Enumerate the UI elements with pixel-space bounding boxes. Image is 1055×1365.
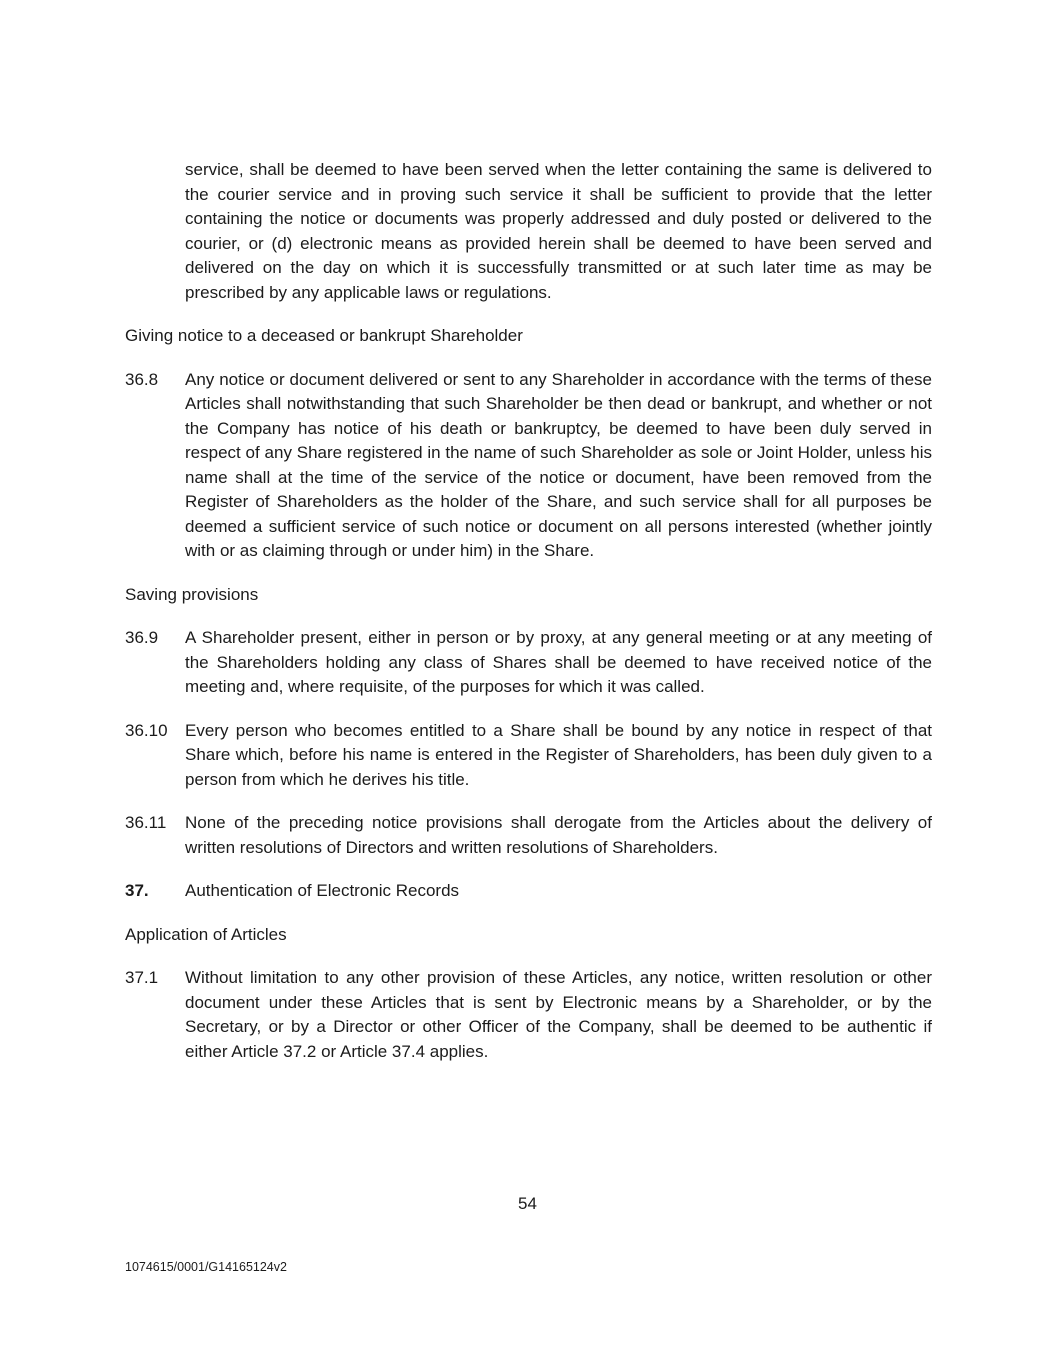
- document-reference: 1074615/0001/G14165124v2: [125, 1260, 287, 1274]
- continuation-paragraph: service, shall be deemed to have been served when the letter containing the same is delivered to the courier service and in proving such service it shall be sufficient to provide that the letter containing the notice or documents was properly addressed and duly posted or delivered to the courier, or (d) electronic means as provided herein shall be deemed to have been served and delivered on the day on which it is successfully transmitted or at such later time as may be prescribed by any applicable laws or regulations.: [185, 160, 932, 302]
- clause-36-8: [125, 368, 932, 564]
- clause-number: 36.11: [125, 813, 167, 832]
- page-number: 54: [518, 1194, 537, 1213]
- clause-text: A Shareholder present, either in person or by proxy, at any general meeting or at any meeting of the Shareholders holding any class of Shares shall be deemed to have received notice of the meeting and, where requisite, of the purposes for which it was called.: [185, 628, 932, 696]
- subheading-saving-provisions: Saving provisions: [125, 584, 259, 604]
- section-number: 37.: [125, 881, 149, 900]
- clause-number: 37.1: [125, 968, 159, 987]
- clause-text: None of the preceding notice provisions shall derogate from the Articles about the delivery of written resolutions of Directors and written resolutions of Shareholders.: [185, 813, 932, 857]
- clause-number: 36.10: [125, 720, 168, 740]
- section-37-heading: [125, 879, 932, 904]
- subheading-deceased-bankrupt-shareholder: Giving notice to a deceased or bankrupt Shareholder: [125, 326, 523, 345]
- clause-text: Without limitation to any other provision of these Articles, any notice, written resolution or other document under these Articles that is sent by Electronic means by a Shareholder, or by the Secretary, or by a Director or other Officer of the Company, shall be deemed to be authentic if either Article 37.2 or Article 37.4 applies.: [185, 968, 932, 1061]
- clause-36-9: [125, 626, 932, 700]
- document-content: [125, 158, 932, 1083]
- clause-36-11: [125, 811, 932, 860]
- clause-37-1: [125, 966, 932, 1064]
- clause-text: Every person who becomes entitled to a Share shall be bound by any notice in respect of that Share which, before his name is entered in the Register of Shareholders, has been duly given to a person from which he derives his title.: [185, 720, 932, 789]
- section-title: Authentication of Electronic Records: [185, 881, 460, 900]
- clause-number: 36.9: [125, 628, 159, 647]
- subheading-application-of-articles: Application of Articles: [125, 924, 287, 944]
- clause-36-10: [125, 719, 932, 793]
- clause-number: 36.8: [125, 369, 159, 389]
- clause-text: Any notice or document delivered or sent to any Shareholder in accordance with the terms of these Articles shall notwithstanding that such Shareholder be then dead or bankrupt, and whether or not the Company has notice of his death or bankruptcy, be deemed to have been duly served in respect of any Share registered in the name of such Shareholder as sole or Joint Holder, unless his name shall at the time of the service of the notice or document, have been removed from the Register of Shareholders as the holder of the Share, and such service shall for all purposes be deemed a sufficient service of such notice or document on all persons interested (whether jointly with or as claiming through or under him) in the Share.: [185, 369, 932, 560]
